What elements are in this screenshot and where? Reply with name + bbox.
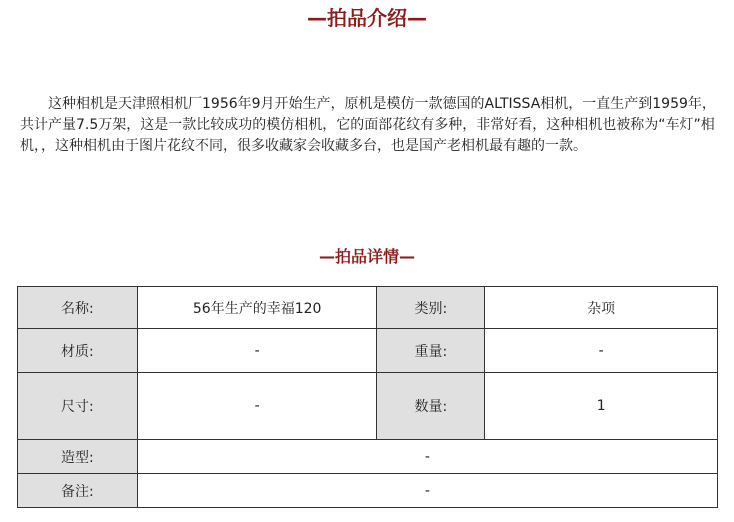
value-weight: - (485, 329, 718, 373)
label-size: 尺寸: (18, 373, 138, 440)
intro-paragraph: 这种相机是天津照相机厂1956年9月开始生产，原机是模仿一款德国的ALTISSA相机，一直生产到1959年，共计产量7.5万架，这是一款比较成功的模仿相机，它的面部花纹有多种，非常好看，这种相机也被称为“车灯”相机，，这种相机由于图片花纹不同，很多收藏家会收藏多台，也是国产老相机最有趣的一款。 (20, 96, 716, 154)
label-shape: 造型: (18, 440, 138, 474)
table-row (18, 373, 718, 440)
label-name: 名称: (18, 287, 138, 329)
value-material: - (137, 329, 377, 373)
label-weight: 重量: (377, 329, 485, 373)
details-section-title: —拍品详情— (318, 247, 415, 266)
value-name: 56年生产的幸福120 (137, 287, 377, 329)
value-size: - (137, 373, 377, 440)
value-shape: - (137, 440, 717, 474)
details-table (17, 286, 718, 508)
table-row (18, 329, 718, 373)
intro-section-title: —拍品介绍— (307, 6, 427, 30)
table-row (18, 474, 718, 508)
label-material: 材质: (18, 329, 138, 373)
table-row (18, 440, 718, 474)
label-category: 类别: (377, 287, 485, 329)
label-remarks: 备注: (18, 474, 138, 508)
value-category: 杂项 (485, 287, 718, 329)
value-quantity: 1 (485, 373, 718, 440)
table-row (18, 287, 718, 329)
value-remarks: - (137, 474, 717, 508)
label-quantity: 数量: (377, 373, 485, 440)
